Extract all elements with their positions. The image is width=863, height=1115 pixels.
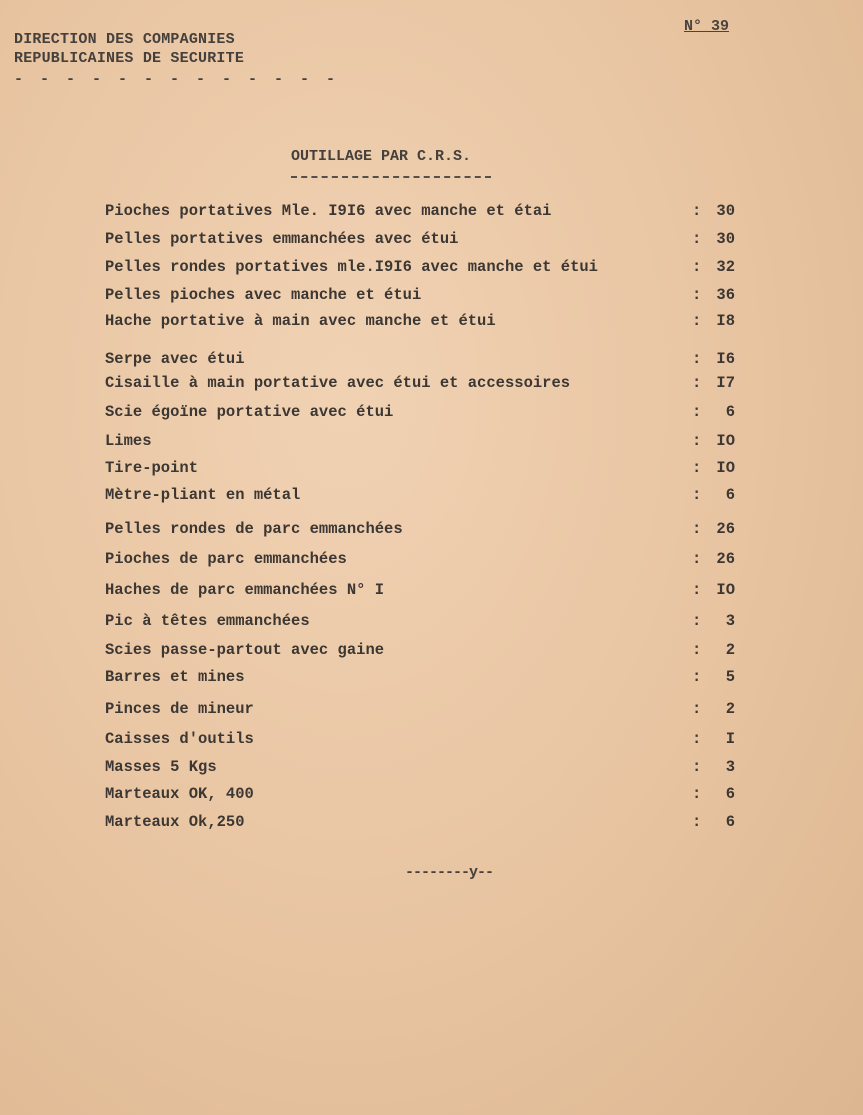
list-item [0,230,863,252]
item-label: Haches de parc emmanchées N° I [105,581,385,599]
item-quantity: I7 [716,374,735,392]
item-colon: : [692,374,702,392]
list-item [0,758,863,780]
item-quantity: 6 [725,813,735,831]
header-block [14,30,339,89]
item-label: Cisaille à main portative avec étui et accessoires [105,374,571,392]
list-item [0,312,863,334]
item-colon: : [692,520,702,538]
item-quantity: 36 [716,286,735,304]
item-label: Caisses d'outils [105,730,254,748]
list-item [0,550,863,572]
item-quantity: 30 [716,202,735,220]
list-item [0,202,863,224]
item-label: Pic à têtes emmanchées [105,612,310,630]
item-colon: : [692,230,702,248]
end-mark: --------y-- [405,864,494,881]
item-quantity: I [725,730,735,748]
item-quantity: 30 [716,230,735,248]
list-item [0,520,863,542]
list-item [0,350,863,372]
item-label: Marteaux Ok,250 [105,813,245,831]
item-quantity: IO [716,432,735,450]
item-label: Masses 5 Kgs [105,758,217,776]
item-quantity: 6 [725,486,735,504]
item-label: Pelles rondes portatives mle.I9I6 avec manche et étui [105,258,598,276]
header-line-2: REPUBLICAINES DE SECURITE [14,50,245,67]
item-label: Serpe avec étui [105,350,245,368]
list-item [0,459,863,481]
item-label: Pelles portatives emmanchées avec étui [105,230,459,248]
item-quantity: IO [716,459,735,477]
title-underline [291,176,491,178]
item-label: Pinces de mineur [105,700,254,718]
page-title: OUTILLAGE PAR C.R.S. [291,148,472,165]
list-item [0,286,863,308]
item-quantity: 26 [716,520,735,538]
item-quantity: 26 [716,550,735,568]
item-quantity: 6 [725,403,735,421]
list-item [0,668,863,690]
item-colon: : [692,581,702,599]
list-item [0,432,863,454]
list-item [0,730,863,752]
item-quantity: 2 [725,641,735,659]
item-colon: : [692,785,702,803]
item-colon: : [692,758,702,776]
item-quantity: I6 [716,350,735,368]
item-quantity: IO [716,581,735,599]
list-item [0,785,863,807]
item-colon: : [692,286,702,304]
item-label: Pioches de parc emmanchées [105,550,347,568]
item-colon: : [692,813,702,831]
item-colon: : [692,258,702,276]
item-colon: : [692,641,702,659]
list-item [0,258,863,280]
item-colon: : [692,730,702,748]
item-label: Pelles pioches avec manche et étui [105,286,422,304]
item-quantity: I8 [716,312,735,330]
item-colon: : [692,432,702,450]
item-colon: : [692,459,702,477]
item-colon: : [692,700,702,718]
header-dashes: - - - - - - - - - - - - - [14,71,340,88]
item-quantity: 3 [725,612,735,630]
item-label: Pelles rondes de parc emmanchées [105,520,403,538]
list-item [0,581,863,603]
list-item [0,700,863,722]
item-label: Scie égoïne portative avec étui [105,403,394,421]
item-colon: : [692,312,702,330]
item-colon: : [692,486,702,504]
item-colon: : [692,612,702,630]
item-label: Pioches portatives Mle. I9I6 avec manche et étai [105,202,552,220]
item-quantity: 2 [725,700,735,718]
item-label: Barres et mines [105,668,245,686]
item-colon: : [692,550,702,568]
list-item [0,374,863,396]
list-item [0,813,863,835]
item-quantity: 3 [725,758,735,776]
item-label: Limes [105,432,152,450]
item-label: Mètre-pliant en métal [105,486,301,504]
item-colon: : [692,350,702,368]
list-item [0,486,863,508]
item-quantity: 6 [725,785,735,803]
item-colon: : [692,403,702,421]
item-colon: : [692,668,702,686]
header-line-1: DIRECTION DES COMPAGNIES [14,31,235,48]
item-label: Scies passe-partout avec gaine [105,641,385,659]
item-label: Marteaux OK, 400 [105,785,254,803]
list-item [0,403,863,425]
item-colon: : [692,202,702,220]
list-item [0,612,863,634]
item-label: Hache portative à main avec manche et étui [105,312,496,330]
document-number: N° 39 [684,18,730,35]
list-item [0,641,863,663]
item-quantity: 32 [716,258,735,276]
item-label: Tire-point [105,459,199,477]
item-quantity: 5 [725,668,735,686]
